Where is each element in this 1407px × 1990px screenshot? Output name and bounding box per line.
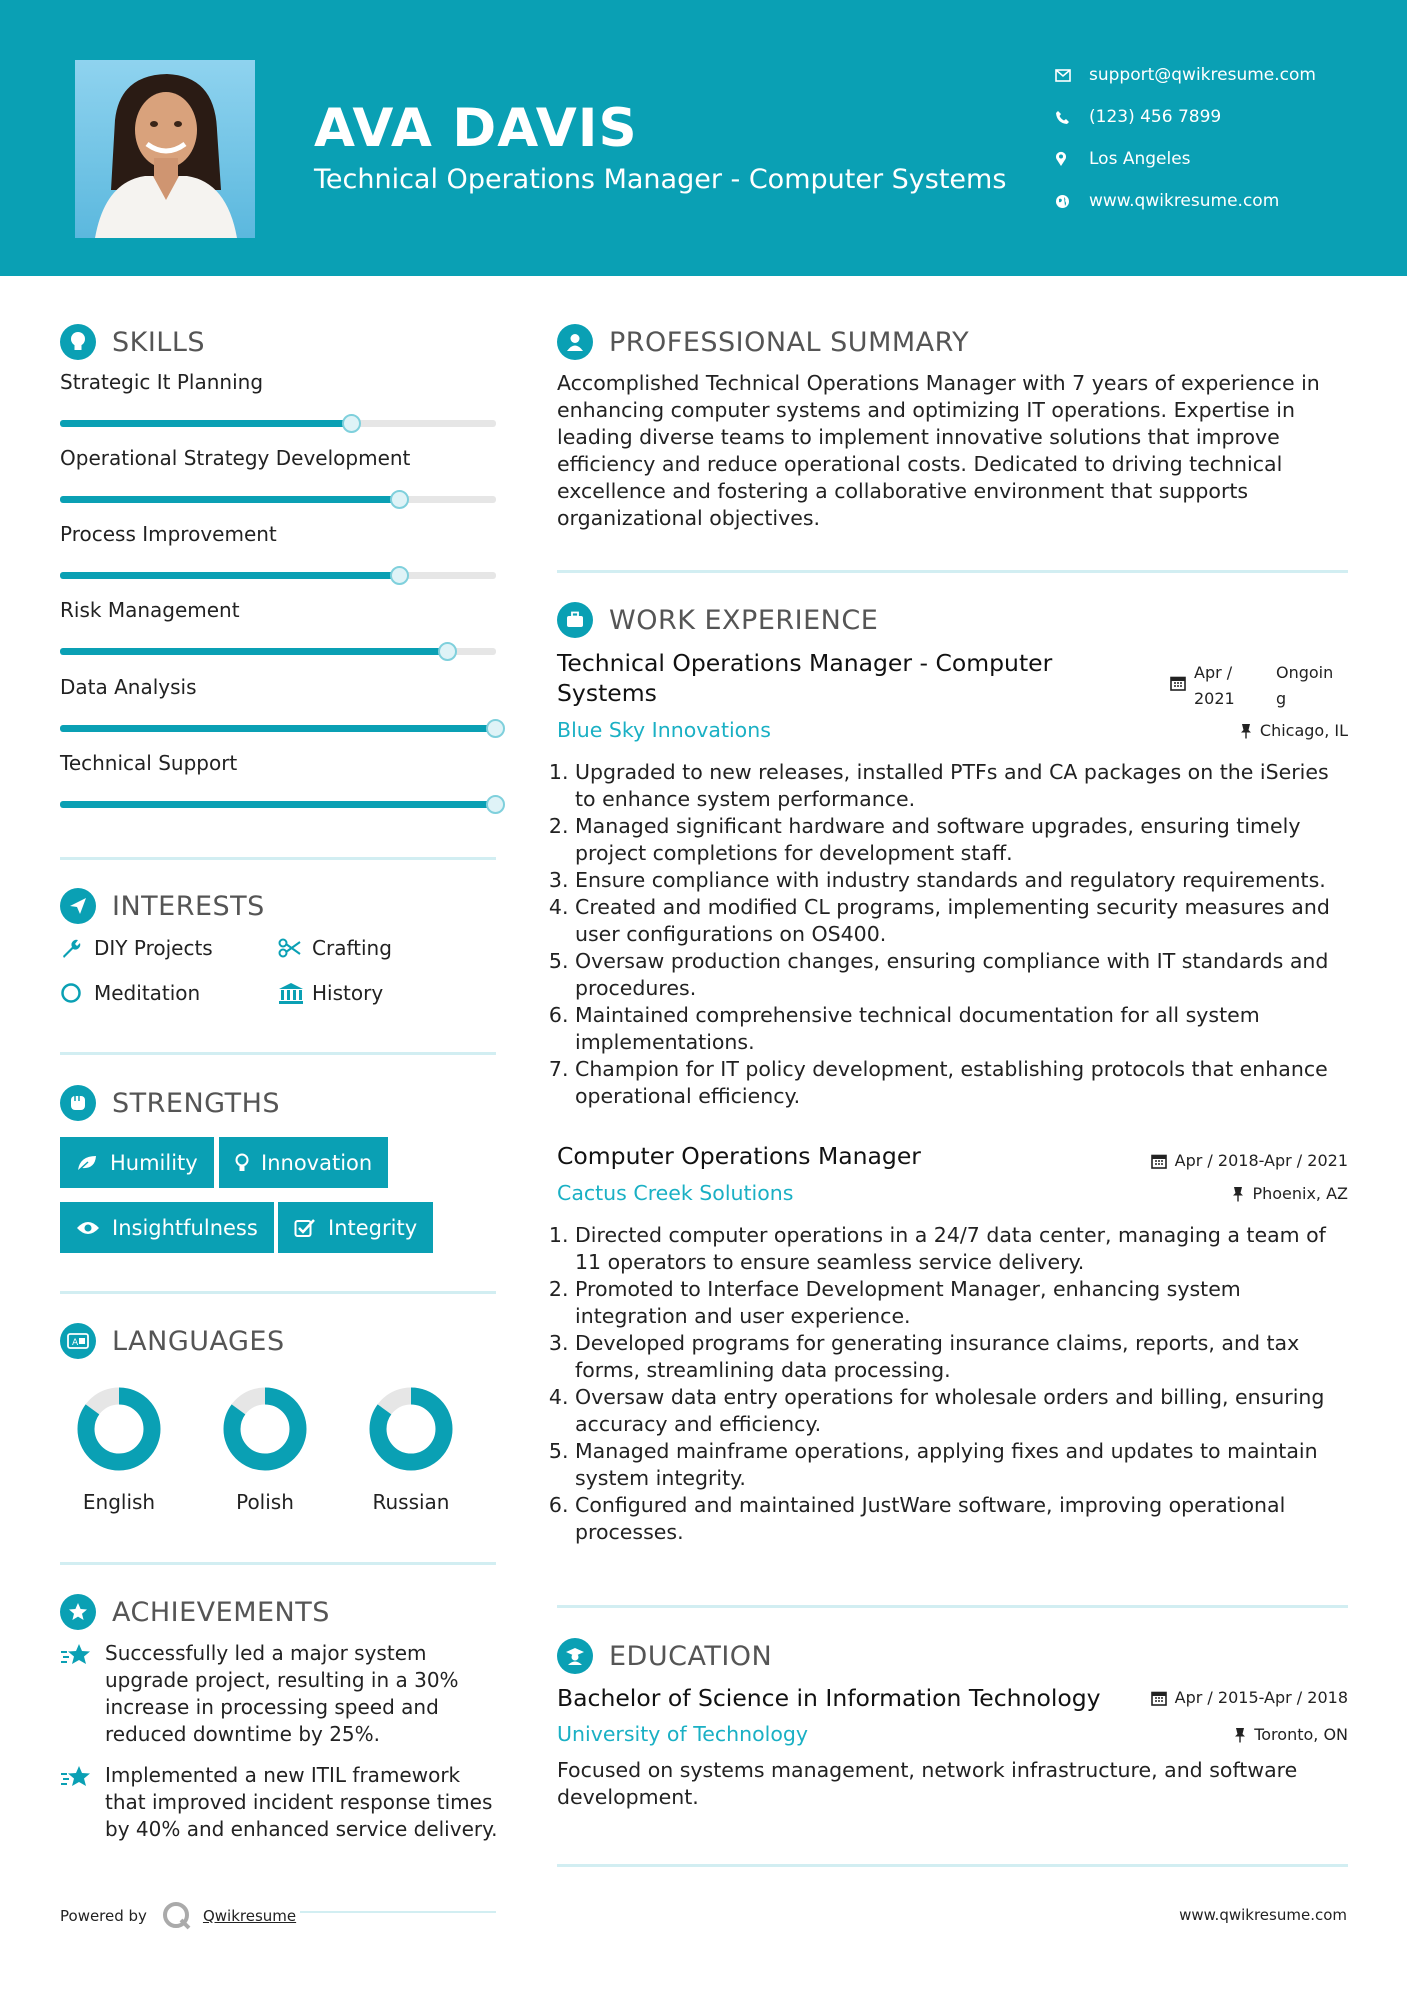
skill-item: Strategic It Planning <box>60 370 496 394</box>
language-label: Russian <box>372 1490 450 1514</box>
achievement-item: Successfully led a major system upgrade project, resulting in a 30% increase in processing speed and reduced downtime by 25%. <box>60 1640 500 1748</box>
skill-bar <box>60 648 496 655</box>
contact-location: Los Angeles <box>1055 138 1316 180</box>
scissors-icon <box>278 938 312 958</box>
skills-heading: SKILLS <box>60 324 205 360</box>
section-divider <box>60 1291 496 1294</box>
company-name: Blue Sky Innovations <box>557 718 771 742</box>
star-icon <box>60 1762 105 1843</box>
check-square-icon <box>294 1218 316 1238</box>
lightbulb-icon <box>235 1153 249 1173</box>
skill-item: Data Analysis <box>60 675 496 699</box>
star-badge-icon <box>60 1594 96 1630</box>
job-bullet: 3. Ensure compliance with industry standards and regulatory requirements. <box>575 867 1353 894</box>
map-pin-icon <box>1055 151 1089 167</box>
language-label: English <box>82 1490 156 1514</box>
envelope-icon <box>1055 69 1089 82</box>
contact-website[interactable]: www.qwikresume.com <box>1055 180 1316 222</box>
language-donut <box>76 1386 162 1472</box>
section-divider <box>557 1605 1348 1608</box>
language-icon <box>60 1323 96 1359</box>
skill-item: Technical Support <box>60 751 496 775</box>
education-date: Apr / 2015-Apr / 2018 <box>1151 1688 1348 1707</box>
language-label: Polish <box>236 1490 294 1514</box>
skill-bar <box>60 420 496 427</box>
job-title: Technical Operations Manager - Computer Systems <box>557 649 1053 707</box>
job-bullet: 4. Created and modified CL programs, implementing security measures and user configurations on OS400. <box>575 894 1353 948</box>
strength-tag: Insightfulness <box>60 1202 274 1253</box>
interest-item: DIY Projects <box>60 936 213 960</box>
eye-icon <box>76 1220 100 1236</box>
powered-by: Powered by Qwikresume <box>60 1900 296 1932</box>
section-divider <box>557 570 1348 573</box>
strength-tag: Humility <box>60 1137 214 1188</box>
skill-item: Risk Management <box>60 598 496 622</box>
job-bullet: 5. Managed mainframe operations, applying fixes and updates to maintain system integrity. <box>575 1438 1353 1492</box>
job-bullet: 6. Maintained comprehensive technical documentation for all system implementations. <box>575 1002 1353 1056</box>
job-date: Apr / 2021 Ongoing <box>1170 660 1338 712</box>
pushpin-icon <box>1234 1727 1246 1743</box>
degree-title: Bachelor of Science in Information Technology <box>557 1684 1101 1712</box>
section-divider <box>60 1052 496 1055</box>
interest-item: History <box>278 981 383 1005</box>
paper-plane-icon <box>60 888 96 924</box>
experience-heading: WORK EXPERIENCE <box>557 602 878 638</box>
contact-email[interactable]: support@qwikresume.com <box>1055 54 1316 96</box>
job-bullet: 6. Configured and maintained JustWare software, improving operational processes. <box>575 1492 1353 1546</box>
interest-item: Meditation <box>60 981 200 1005</box>
job-bullet: 7. Champion for IT policy development, establishing protocols that enhance operational efficiency. <box>575 1056 1353 1110</box>
globe-icon <box>1055 194 1089 209</box>
skill-item: Operational Strategy Development <box>60 446 496 470</box>
education-text: Focused on systems management, network infrastructure, and software development. <box>557 1758 1298 1809</box>
star-icon <box>60 1640 105 1748</box>
calendar-icon <box>1151 1153 1167 1169</box>
contact-list <box>1055 54 1316 222</box>
job-bullets <box>557 1222 1353 1546</box>
calendar-icon <box>1151 1690 1167 1706</box>
qwikresume-link[interactable]: Qwikresume <box>202 1907 297 1925</box>
interests-heading: INTERESTS <box>60 888 265 924</box>
job-location: Chicago, IL <box>1240 721 1348 740</box>
skill-bar <box>60 725 496 732</box>
language-donut <box>222 1386 308 1472</box>
skill-bar <box>60 801 496 808</box>
user-icon <box>557 324 593 360</box>
strength-tag: Integrity <box>278 1202 433 1253</box>
phone-icon <box>1055 110 1089 125</box>
education-location: Toronto, ON <box>1234 1725 1348 1744</box>
graduate-icon <box>557 1638 593 1674</box>
summary-text: Accomplished Technical Operations Manager with 7 years of experience in enhancing computer systems and optimizing IT operations. Expertise in leading diverse teams to implement innovative solutions that improve efficiency and reduce operational costs. Dedicated to driving technical excellence and fostering a collaborative environment that supports organizational objectives. <box>557 371 1320 530</box>
lightbulb-icon <box>60 324 96 360</box>
job-bullet: 1. Directed computer operations in a 24/7 data center, managing a team of 11 operators to ensure seamless service delivery. <box>575 1222 1353 1276</box>
section-divider <box>557 1864 1348 1867</box>
pushpin-icon <box>1232 1186 1244 1202</box>
leaf-icon <box>76 1154 98 1172</box>
profile-photo <box>75 60 255 238</box>
languages-heading: A LANGUAGES <box>60 1323 285 1359</box>
museum-icon <box>278 982 312 1004</box>
skill-bar <box>60 572 496 579</box>
achievement-item: Implemented a new ITIL framework that improved incident response times by 40% and enhanced service delivery. <box>60 1762 500 1843</box>
summary-heading: PROFESSIONAL SUMMARY <box>557 324 969 360</box>
candidate-title: Technical Operations Manager - Computer Systems <box>314 164 1007 195</box>
job-bullet: 5. Oversaw production changes, ensuring compliance with IT standards and procedures. <box>575 948 1353 1002</box>
language-donut <box>368 1386 454 1472</box>
strengths-heading: STRENGTHS <box>60 1085 280 1121</box>
svg-text:A: A <box>72 1338 79 1348</box>
job-location: Phoenix, AZ <box>1232 1184 1348 1203</box>
section-divider <box>60 857 496 860</box>
achievements-heading: ACHIEVEMENTS <box>60 1594 330 1630</box>
skill-item: Process Improvement <box>60 522 496 546</box>
footer-website[interactable]: www.qwikresume.com <box>1179 1906 1347 1924</box>
job-bullet: 4. Oversaw data entry operations for wholesale orders and billing, ensuring accuracy and efficiency. <box>575 1384 1353 1438</box>
qwikresume-logo-icon <box>161 1900 193 1932</box>
skill-bar <box>60 496 496 503</box>
job-bullet: 2. Promoted to Interface Development Manager, enhancing system integration and user experience. <box>575 1276 1353 1330</box>
school-name: University of Technology <box>557 1722 809 1746</box>
section-divider <box>300 1911 496 1913</box>
job-bullet: 3. Developed programs for generating insurance claims, reports, and tax forms, streamlining data processing. <box>575 1330 1353 1384</box>
pushpin-icon <box>1240 723 1252 739</box>
circle-icon <box>60 982 94 1004</box>
company-name: Cactus Creek Solutions <box>557 1181 794 1205</box>
education-heading: EDUCATION <box>557 1638 772 1674</box>
calendar-icon <box>1170 675 1186 691</box>
job-bullet: 2. Managed significant hardware and software upgrades, ensuring timely project completions for development staff. <box>575 813 1353 867</box>
briefcase-icon <box>557 602 593 638</box>
fist-icon <box>60 1085 96 1121</box>
header-banner <box>0 0 1407 276</box>
job-bullets <box>557 759 1353 1110</box>
section-divider <box>60 1562 496 1565</box>
wrench-icon <box>60 937 94 959</box>
job-date: Apr / 2018-Apr / 2021 <box>1151 1151 1348 1170</box>
contact-phone[interactable]: (123) 456 7899 <box>1055 96 1316 138</box>
job-title: Computer Operations Manager <box>557 1142 921 1170</box>
job-bullet: 1. Upgraded to new releases, installed PTFs and CA packages on the iSeries to enhance system performance. <box>575 759 1353 813</box>
interest-item: Crafting <box>278 936 392 960</box>
strength-tag: Innovation <box>219 1137 388 1188</box>
candidate-name: AVA DAVIS <box>314 98 638 159</box>
